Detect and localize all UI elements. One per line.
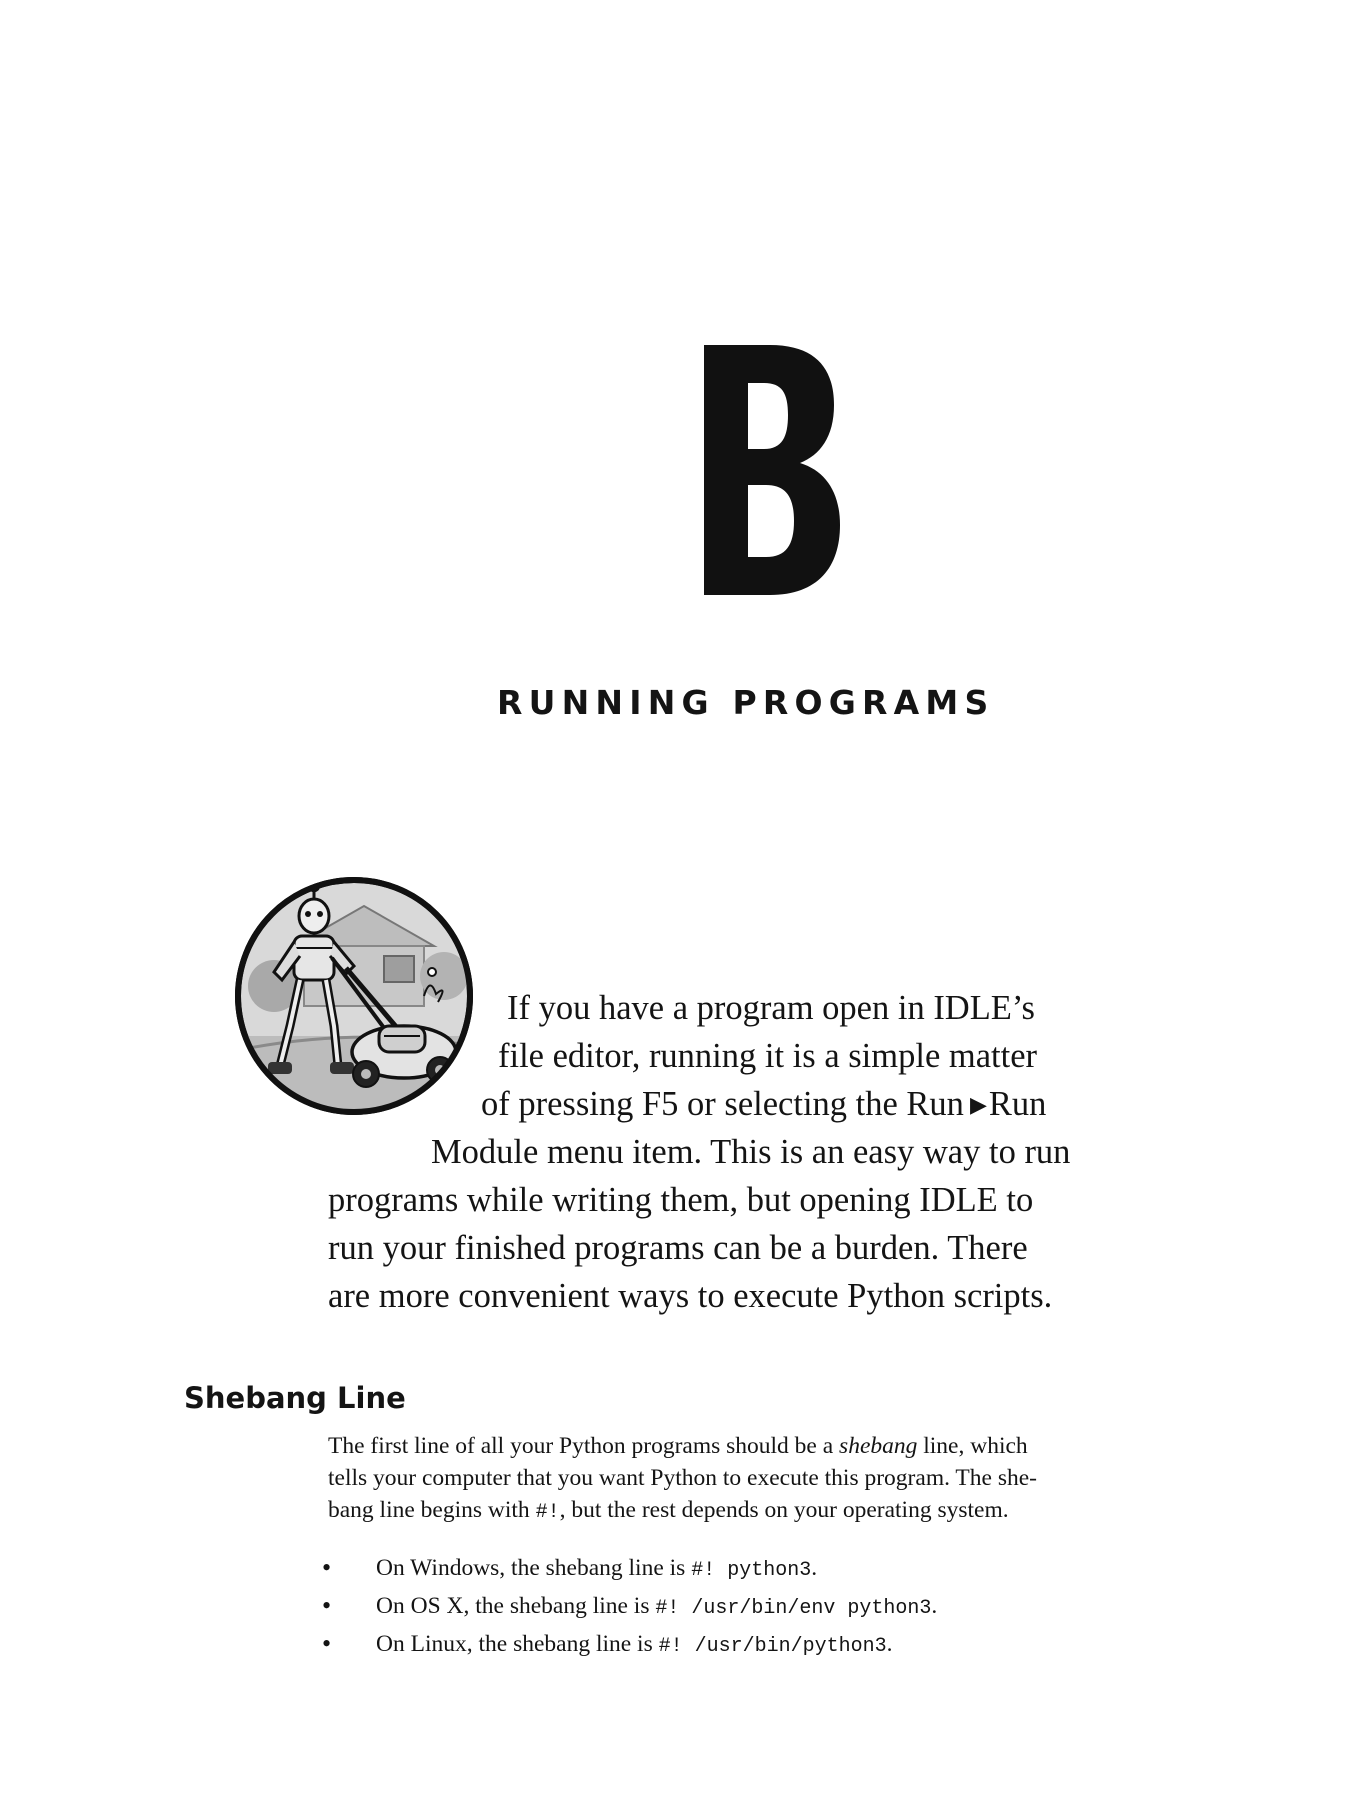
bullet-marker: • xyxy=(322,1553,332,1582)
intro-line-3 xyxy=(481,1080,1046,1129)
intro-line-2: file editor, running it is a simple matter xyxy=(498,1037,1037,1075)
para-line-1-a: The first line of all your Python programs should be a xyxy=(328,1433,840,1459)
para-line-3 xyxy=(328,1494,1009,1529)
intro-line-4: Module menu item. This is an easy way to run xyxy=(431,1133,1071,1171)
list-item-code: #! /usr/bin/env python3 xyxy=(655,1597,932,1620)
chapter-letter xyxy=(704,345,840,595)
para-line-2: tells your computer that you want Python to execute this program. The she- xyxy=(328,1465,1037,1491)
shebang-term: shebang xyxy=(839,1433,918,1459)
list-item-text: On Linux, the shebang line is xyxy=(376,1631,659,1657)
bullet-marker: • xyxy=(322,1629,332,1658)
section-heading: Shebang Line xyxy=(184,1381,406,1415)
para-line-3-a: bang line begins with xyxy=(328,1497,536,1523)
list-item-code: #! python3 xyxy=(691,1559,812,1582)
list-item-end: . xyxy=(886,1631,893,1657)
intro-line-6: run your finished programs can be a burden. There xyxy=(328,1229,1028,1267)
shebang-code: #! xyxy=(535,1501,560,1524)
para-line-1 xyxy=(328,1430,1028,1462)
menu-arrow-icon: ▶ xyxy=(969,1092,987,1117)
intro-line-7: are more convenient ways to execute Python scripts. xyxy=(328,1277,1053,1315)
intro-line-3-text: of pressing F5 or selecting the Run xyxy=(481,1085,964,1123)
list-item xyxy=(376,1552,817,1587)
list-item-code: #! /usr/bin/python3 xyxy=(658,1635,887,1658)
list-item xyxy=(376,1628,893,1663)
intro-line-1: If you have a program open in IDLE’s xyxy=(507,989,1035,1027)
intro-line-5: programs while writing them, but opening IDLE to xyxy=(328,1181,1034,1219)
list-item-text: On OS X, the shebang line is xyxy=(376,1593,656,1619)
list-item-text: On Windows, the shebang line is xyxy=(376,1555,692,1581)
list-item xyxy=(376,1590,937,1625)
bullet-marker: • xyxy=(322,1591,332,1620)
robot-mowing-lawn-illustration xyxy=(234,876,474,1116)
para-line-3-b: , but the rest depends on your operating system. xyxy=(559,1497,1009,1523)
intro-line-3-menu: Run xyxy=(988,1085,1047,1123)
list-item-end: . xyxy=(811,1555,818,1581)
para-line-1-b: line, which xyxy=(917,1433,1028,1459)
chapter-title: RUNNING PROGRAMS xyxy=(497,683,995,722)
list-item-end: . xyxy=(931,1593,938,1619)
